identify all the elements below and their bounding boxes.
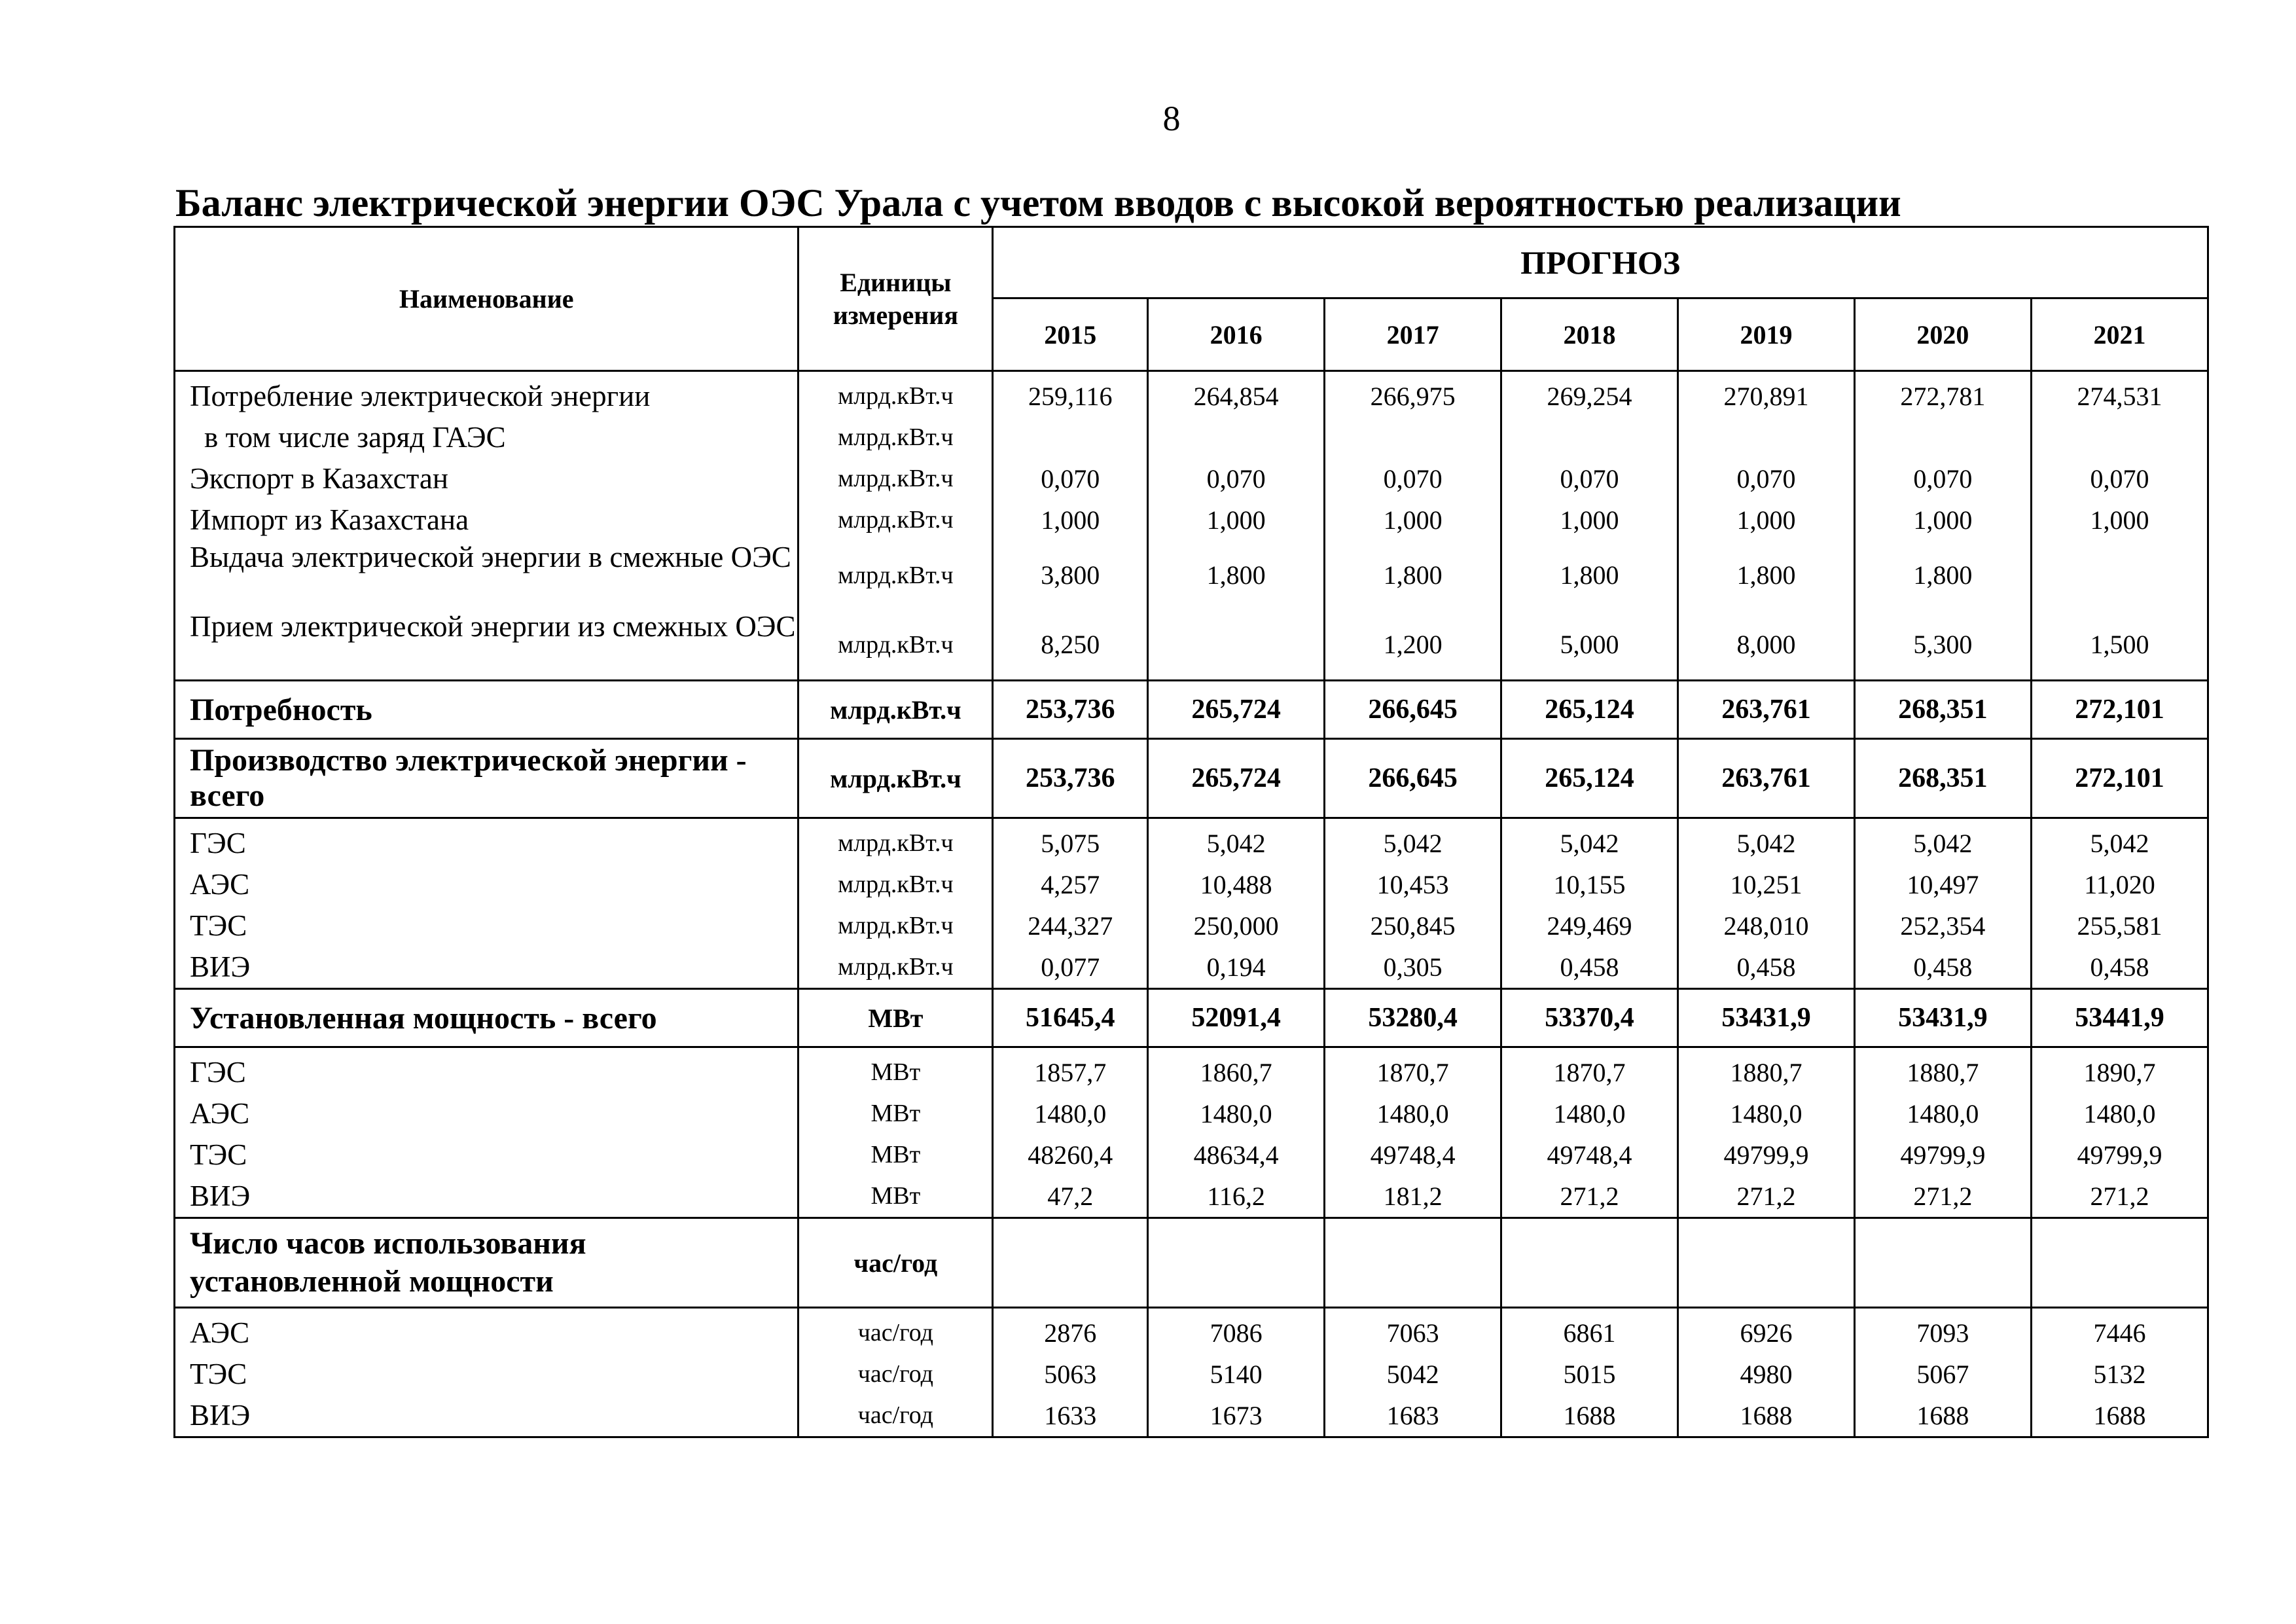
cell-value: 0,458	[1736, 952, 1796, 982]
row-name: ВИЭ	[190, 950, 251, 983]
row-unit: час/год	[857, 1360, 933, 1388]
cell-value: 53431,9	[1678, 989, 1855, 1047]
row-name: Выдача электрической энергии в смежные ОЭС	[190, 541, 791, 573]
cell-value: 1880,7	[1730, 1058, 1803, 1087]
group-capacity-col	[1854, 1047, 2031, 1218]
cell-value	[1678, 1218, 1855, 1308]
cell-value: 271,2	[1560, 1182, 1619, 1211]
row-name: Экспорт в Казахстан	[190, 462, 448, 495]
cell-value: 5132	[2093, 1360, 2146, 1389]
table-group-consumption	[175, 371, 2208, 681]
cell-value: 271,2	[2090, 1182, 2149, 1211]
cell-value: 0,305	[1383, 952, 1443, 982]
cell-value	[1679, 417, 1854, 458]
header-year: 2020	[1854, 298, 2031, 371]
cell-value: 1870,7	[1553, 1058, 1626, 1087]
row-name: Число часов использования установленной мощности	[175, 1218, 798, 1308]
cell-value: 47,2	[1047, 1182, 1094, 1211]
row-unit: МВт	[870, 1182, 921, 1210]
cell-value: 10,497	[1907, 870, 1979, 899]
cell-value	[1501, 1218, 1678, 1308]
cell-value: 1,800	[1736, 560, 1796, 590]
cell-value: 1,000	[1560, 505, 1619, 535]
cell-value: 5,000	[1560, 630, 1619, 659]
cell-value: 53280,4	[1325, 989, 1501, 1047]
cell-value: 0,458	[2090, 952, 2149, 982]
row-unit: млрд.кВт.ч	[838, 506, 954, 533]
cell-value: 2876	[1044, 1318, 1097, 1348]
table-row-production-total	[175, 739, 2208, 818]
cell-value: 8,000	[1736, 630, 1796, 659]
cell-value: 181,2	[1383, 1182, 1443, 1211]
cell-value	[1149, 417, 1323, 458]
cell-value: 259,116	[1028, 382, 1113, 411]
group-hours-col	[993, 1308, 1148, 1437]
group-consumption-col	[1854, 371, 2031, 681]
group-capacity-units	[798, 1047, 993, 1218]
cell-value: 3,800	[1041, 560, 1100, 590]
cell-value: 5,042	[1383, 829, 1443, 858]
row-unit: МВт	[870, 1058, 921, 1086]
group-hours-names	[175, 1308, 798, 1437]
header-year: 2017	[1325, 298, 1501, 371]
cell-value: 51645,4	[993, 989, 1148, 1047]
group-consumption-names	[175, 371, 798, 681]
cell-value: 5,042	[2090, 829, 2149, 858]
table-row-capacity-total	[175, 989, 2208, 1047]
cell-value	[994, 417, 1147, 458]
cell-value: 0,070	[1041, 464, 1100, 494]
cell-value	[1148, 1218, 1325, 1308]
cell-value: 244,327	[1028, 911, 1113, 941]
row-unit: млрд.кВт.ч	[838, 953, 954, 981]
cell-value: 1857,7	[1034, 1058, 1107, 1087]
cell-value: 266,975	[1370, 382, 1456, 411]
group-consumption-col	[993, 371, 1148, 681]
cell-value: 271,2	[1736, 1182, 1796, 1211]
group-hours-col	[1678, 1308, 1855, 1437]
cell-value: 52091,4	[1148, 989, 1325, 1047]
cell-value	[2031, 1218, 2208, 1308]
row-name: Потребность	[175, 681, 798, 739]
group-production-col	[1325, 818, 1501, 989]
header-year: 2015	[993, 298, 1148, 371]
row-name: Производство электрической энергии - всего	[175, 739, 798, 818]
cell-value	[1149, 610, 1323, 679]
cell-value: 7086	[1210, 1318, 1263, 1348]
cell-value: 7446	[2093, 1318, 2146, 1348]
cell-value: 5067	[1916, 1360, 1969, 1389]
cell-value: 0,458	[1560, 952, 1619, 982]
cell-value	[993, 1218, 1148, 1308]
cell-value: 265,724	[1148, 681, 1325, 739]
row-name: АЭС	[190, 868, 250, 901]
cell-value: 1,500	[2090, 630, 2149, 659]
group-capacity-col	[1325, 1047, 1501, 1218]
cell-value: 1683	[1386, 1401, 1439, 1430]
row-unit: млрд.кВт.ч	[798, 681, 993, 739]
cell-value: 253,736	[993, 681, 1148, 739]
row-unit: млрд.кВт.ч	[838, 562, 954, 589]
cell-value	[2032, 417, 2207, 458]
cell-value: 5,042	[1736, 829, 1796, 858]
cell-value: 0,070	[1560, 464, 1619, 494]
cell-value: 0,070	[1206, 464, 1266, 494]
cell-value: 1688	[1740, 1401, 1793, 1430]
cell-value: 249,469	[1547, 911, 1632, 941]
cell-value: 1870,7	[1376, 1058, 1449, 1087]
group-consumption-col	[1325, 371, 1501, 681]
cell-value: 1,200	[1383, 630, 1443, 659]
row-unit: млрд.кВт.ч	[838, 424, 954, 451]
cell-value: 5,042	[1206, 829, 1266, 858]
cell-value: 1480,0	[1907, 1099, 1979, 1128]
row-unit: млрд.кВт.ч	[838, 631, 954, 659]
group-capacity-names	[175, 1047, 798, 1218]
cell-value: 1673	[1210, 1401, 1263, 1430]
cell-value: 10,453	[1376, 870, 1449, 899]
table-row-hours-total	[175, 1218, 2208, 1308]
cell-value: 10,251	[1730, 870, 1803, 899]
cell-value: 252,354	[1900, 911, 1986, 941]
row-name: ГЭС	[190, 1056, 246, 1089]
cell-value: 7063	[1386, 1318, 1439, 1348]
cell-value: 270,891	[1723, 382, 1809, 411]
cell-value: 1890,7	[2083, 1058, 2156, 1087]
group-production-col	[1501, 818, 1678, 989]
cell-value: 5140	[1210, 1360, 1263, 1389]
cell-value: 49799,9	[2077, 1140, 2162, 1170]
cell-value: 1,800	[1913, 560, 1973, 590]
cell-value: 1,000	[2090, 505, 2149, 535]
row-name: Установленная мощность - всего	[175, 989, 798, 1047]
cell-value: 10,155	[1553, 870, 1626, 899]
group-hours-col	[1325, 1308, 1501, 1437]
group-hours-col	[1148, 1308, 1325, 1437]
cell-value: 0,070	[1913, 464, 1973, 494]
cell-value: 0,194	[1206, 952, 1266, 982]
cell-value: 5,042	[1560, 829, 1619, 858]
cell-value: 1480,0	[1553, 1099, 1626, 1128]
row-unit: МВт	[870, 1141, 921, 1168]
row-name: АЭС	[190, 1097, 250, 1130]
group-hours-col	[1501, 1308, 1678, 1437]
row-name: ГЭС	[190, 827, 246, 859]
table-row-need	[175, 681, 2208, 739]
table-group-capacity	[175, 1047, 2208, 1218]
cell-value: 5063	[1044, 1360, 1097, 1389]
header-year: 2019	[1678, 298, 1855, 371]
cell-value: 49799,9	[1900, 1140, 1986, 1170]
cell-value	[1502, 417, 1677, 458]
cell-value: 1688	[1916, 1401, 1969, 1430]
cell-value: 0,458	[1913, 952, 1973, 982]
cell-value: 272,101	[2031, 681, 2208, 739]
cell-value: 5042	[1386, 1360, 1439, 1389]
header-year: 2018	[1501, 298, 1678, 371]
row-unit: час/год	[798, 1218, 993, 1308]
row-unit: МВт	[798, 989, 993, 1047]
cell-value: 49748,4	[1370, 1140, 1456, 1170]
cell-value: 5,300	[1913, 630, 1973, 659]
cell-value: 250,000	[1193, 911, 1279, 941]
cell-value	[1325, 1218, 1501, 1308]
cell-value: 272,781	[1900, 382, 1986, 411]
cell-value: 4980	[1740, 1360, 1793, 1389]
group-production-col	[1148, 818, 1325, 989]
cell-value: 48634,4	[1193, 1140, 1279, 1170]
cell-value: 5015	[1563, 1360, 1616, 1389]
group-capacity-col	[1678, 1047, 1855, 1218]
group-production-col	[993, 818, 1148, 989]
cell-value: 1860,7	[1200, 1058, 1272, 1087]
cell-value: 274,531	[2077, 382, 2162, 411]
group-consumption-col	[1678, 371, 1855, 681]
group-consumption-units	[798, 371, 993, 681]
cell-value: 1880,7	[1907, 1058, 1979, 1087]
group-capacity-col	[2031, 1047, 2208, 1218]
cell-value: 1633	[1044, 1401, 1097, 1430]
cell-value: 266,645	[1325, 739, 1501, 818]
cell-value: 1,800	[1560, 560, 1619, 590]
cell-value: 263,761	[1678, 739, 1855, 818]
cell-value	[1325, 417, 1500, 458]
table-group-production	[175, 818, 2208, 989]
group-production-units	[798, 818, 993, 989]
cell-value: 48260,4	[1028, 1140, 1113, 1170]
cell-value: 49799,9	[1723, 1140, 1809, 1170]
row-name: ТЭС	[190, 1358, 247, 1390]
cell-value: 0,077	[1041, 952, 1100, 982]
row-name: ВИЭ	[190, 1180, 251, 1212]
header-year: 2016	[1148, 298, 1325, 371]
row-name: Импорт из Казахстана	[190, 503, 469, 536]
cell-value: 10,488	[1200, 870, 1272, 899]
group-hours-units	[798, 1308, 993, 1437]
cell-value: 53370,4	[1501, 989, 1678, 1047]
row-name: ТЭС	[190, 1138, 247, 1171]
row-unit: час/год	[857, 1319, 933, 1346]
row-name: ТЭС	[190, 909, 247, 942]
group-capacity-col	[1148, 1047, 1325, 1218]
group-capacity-col	[1501, 1047, 1678, 1218]
balance-table	[173, 226, 2209, 1438]
cell-value: 253,736	[993, 739, 1148, 818]
cell-value: 1688	[1563, 1401, 1616, 1430]
cell-value: 1,000	[1206, 505, 1266, 535]
group-production-names	[175, 818, 798, 989]
cell-value	[1854, 1218, 2031, 1308]
cell-value: 1,000	[1736, 505, 1796, 535]
cell-value: 1,800	[1383, 560, 1443, 590]
group-hours-col	[1854, 1308, 2031, 1437]
cell-value: 268,351	[1854, 681, 2031, 739]
cell-value: 1480,0	[2083, 1099, 2156, 1128]
cell-value: 53441,9	[2031, 989, 2208, 1047]
header-year: 2021	[2031, 298, 2208, 371]
cell-value: 248,010	[1723, 911, 1809, 941]
row-unit: млрд.кВт.ч	[838, 871, 954, 898]
cell-value: 6926	[1740, 1318, 1793, 1348]
table-group-hours	[175, 1308, 2208, 1437]
cell-value: 271,2	[1913, 1182, 1973, 1211]
group-hours-col	[2031, 1308, 2208, 1437]
cell-value: 53431,9	[1854, 989, 2031, 1047]
group-consumption-col	[1501, 371, 1678, 681]
row-name: Прием электрической энергии из смежных ОЭС	[190, 610, 796, 643]
row-unit: млрд.кВт.ч	[838, 382, 954, 410]
row-unit: час/год	[857, 1401, 933, 1429]
row-unit: млрд.кВт.ч	[838, 465, 954, 492]
row-unit: млрд.кВт.ч	[838, 912, 954, 939]
cell-value	[1856, 417, 2030, 458]
group-capacity-col	[993, 1047, 1148, 1218]
cell-value: 1,000	[1041, 505, 1100, 535]
cell-value: 0,070	[2090, 464, 2149, 494]
cell-value: 268,351	[1854, 739, 2031, 818]
row-name: АЭС	[190, 1316, 250, 1349]
cell-value: 1480,0	[1200, 1099, 1272, 1128]
cell-value: 1,000	[1913, 505, 1973, 535]
cell-value: 6861	[1563, 1318, 1616, 1348]
cell-value: 265,124	[1501, 739, 1678, 818]
cell-value: 272,101	[2031, 739, 2208, 818]
group-production-col	[2031, 818, 2208, 989]
row-name: в том числе заряд ГАЭС	[204, 421, 506, 454]
cell-value: 0,070	[1736, 464, 1796, 494]
cell-value: 5,042	[1913, 829, 1973, 858]
cell-value: 4,257	[1041, 870, 1100, 899]
cell-value: 1480,0	[1730, 1099, 1803, 1128]
cell-value: 264,854	[1193, 382, 1279, 411]
cell-value: 7093	[1916, 1318, 1969, 1348]
header-name: Наименование	[175, 227, 798, 371]
cell-value: 116,2	[1207, 1182, 1265, 1211]
row-name: Потребление электрической энергии	[190, 380, 651, 412]
cell-value: 266,645	[1325, 681, 1501, 739]
cell-value: 255,581	[2077, 911, 2162, 941]
page-number: 8	[1162, 99, 1181, 138]
cell-value: 1480,0	[1034, 1099, 1107, 1128]
cell-value: 8,250	[1041, 630, 1100, 659]
row-unit: МВт	[870, 1100, 921, 1127]
cell-value: 269,254	[1547, 382, 1632, 411]
row-unit: млрд.кВт.ч	[798, 739, 993, 818]
cell-value: 1688	[2093, 1401, 2146, 1430]
cell-value: 1480,0	[1376, 1099, 1449, 1128]
cell-value: 11,020	[2084, 870, 2155, 899]
cell-value: 265,724	[1148, 739, 1325, 818]
group-consumption-col	[2031, 371, 2208, 681]
document-title: Баланс электрической энергии ОЭС Урала с учетом вводов с высокой вероятностью реализации	[175, 181, 1901, 225]
group-production-col	[1854, 818, 2031, 989]
group-consumption-col	[1148, 371, 1325, 681]
header-unit: Единицы измерения	[798, 227, 993, 371]
group-production-col	[1678, 818, 1855, 989]
cell-value: 263,761	[1678, 681, 1855, 739]
cell-value: 1,000	[1383, 505, 1443, 535]
row-name: ВИЭ	[190, 1399, 251, 1432]
cell-value: 250,845	[1370, 911, 1456, 941]
header-forecast: ПРОГНОЗ	[993, 227, 2208, 298]
cell-value: 49748,4	[1547, 1140, 1632, 1170]
cell-value: 1,800	[1206, 560, 1266, 590]
cell-value: 265,124	[1501, 681, 1678, 739]
cell-value	[2032, 541, 2207, 610]
row-unit: млрд.кВт.ч	[838, 829, 954, 857]
cell-value: 0,070	[1383, 464, 1443, 494]
cell-value: 5,075	[1041, 829, 1100, 858]
